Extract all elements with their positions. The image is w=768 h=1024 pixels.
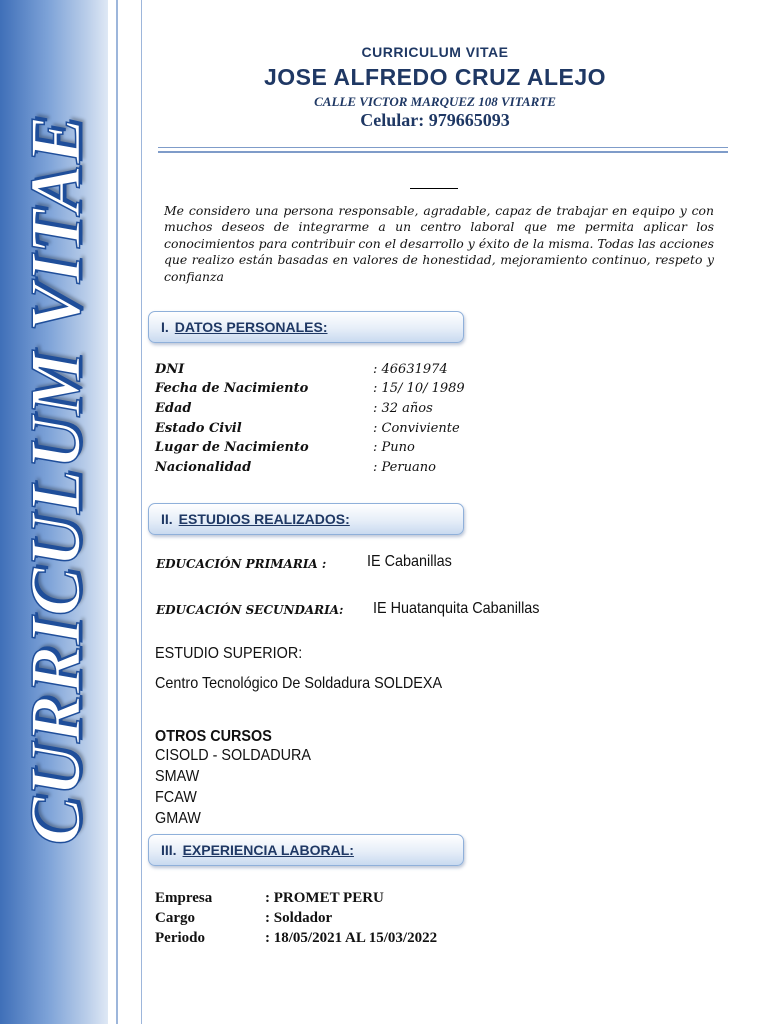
field-label: Lugar de Nacimiento xyxy=(155,440,309,455)
course-item: FCAW xyxy=(155,789,197,806)
course-item: CISOLD - SOLDADURA xyxy=(155,747,312,764)
secondary-education-value: IE Huatanquita Cabanillas xyxy=(373,600,540,617)
field-label: Fecha de Nacimiento xyxy=(155,381,309,396)
field-value: : Conviviente xyxy=(373,421,460,436)
primary-education-label: EDUCACIÓN PRIMARIA : xyxy=(156,557,327,571)
vertical-rule xyxy=(116,0,118,1024)
section-experience xyxy=(148,834,464,866)
field-value: : 46631974 xyxy=(373,362,448,377)
course-item: GMAW xyxy=(155,810,201,827)
field-value: : 15/ 10/ 1989 xyxy=(373,381,465,396)
superior-education-label: ESTUDIO SUPERIOR: xyxy=(155,645,303,662)
primary-education-value: IE Cabanillas xyxy=(367,553,452,570)
address: CALLE VICTOR MARQUEZ 108 VITARTE xyxy=(314,94,556,109)
field-label: Estado Civil xyxy=(155,421,242,436)
section-number: I. xyxy=(161,319,169,335)
section-number: II. xyxy=(161,511,173,527)
vertical-rule-inner xyxy=(141,0,142,1024)
sidebar-banner xyxy=(0,0,108,1024)
superior-education-value: Centro Tecnológico De Soldadura SOLDEXA xyxy=(155,675,443,692)
section-studies xyxy=(148,503,464,535)
short-divider xyxy=(410,188,458,189)
field-label: Empresa xyxy=(155,890,213,906)
divider-bottom xyxy=(158,151,728,153)
document-title: CURRICULUM VITAE xyxy=(361,44,509,60)
field-value: : 18/05/2021 AL 15/03/2022 xyxy=(265,930,438,946)
field-label: Periodo xyxy=(155,930,205,946)
field-label: Edad xyxy=(155,401,192,416)
field-value: : 32 años xyxy=(373,401,433,416)
field-value: : Peruano xyxy=(373,460,436,475)
field-value: : Puno xyxy=(373,440,415,455)
other-courses-title: OTROS CURSOS xyxy=(155,728,272,745)
sidebar-title: CURRICULUM VITAE xyxy=(15,114,96,846)
profile-summary: Me considero una persona responsable, agradable, capaz de trabajar en equipo y con muchos deseos de integrarme a un centro laboral que me permita aplicar los conocimientos para contribuir con el desarrollo y éxito de la misma. Todas las acciones que realizo están basadas en valores de honestidad, mejoramiento continuo, respeto y confianza xyxy=(164,203,714,284)
divider-top xyxy=(158,147,728,148)
field-value: : PROMET PERU xyxy=(265,890,384,906)
section-title: EXPERIENCIA LABORAL: xyxy=(182,842,354,858)
candidate-name: JOSE ALFREDO CRUZ ALEJO xyxy=(263,64,607,90)
field-label: DNI xyxy=(155,362,185,377)
secondary-education-label: EDUCACIÓN SECUNDARIA: xyxy=(156,603,344,617)
phone: Celular: 979665093 xyxy=(360,110,510,130)
section-number: III. xyxy=(161,842,177,858)
course-item: SMAW xyxy=(155,768,200,785)
section-title: ESTUDIOS REALIZADOS: xyxy=(178,511,350,527)
field-value: : Soldador xyxy=(265,910,333,926)
section-title: DATOS PERSONALES: xyxy=(174,319,328,335)
field-label: Cargo xyxy=(155,910,195,926)
section-personal-data xyxy=(148,311,464,343)
field-label: Nacionalidad xyxy=(155,460,252,475)
